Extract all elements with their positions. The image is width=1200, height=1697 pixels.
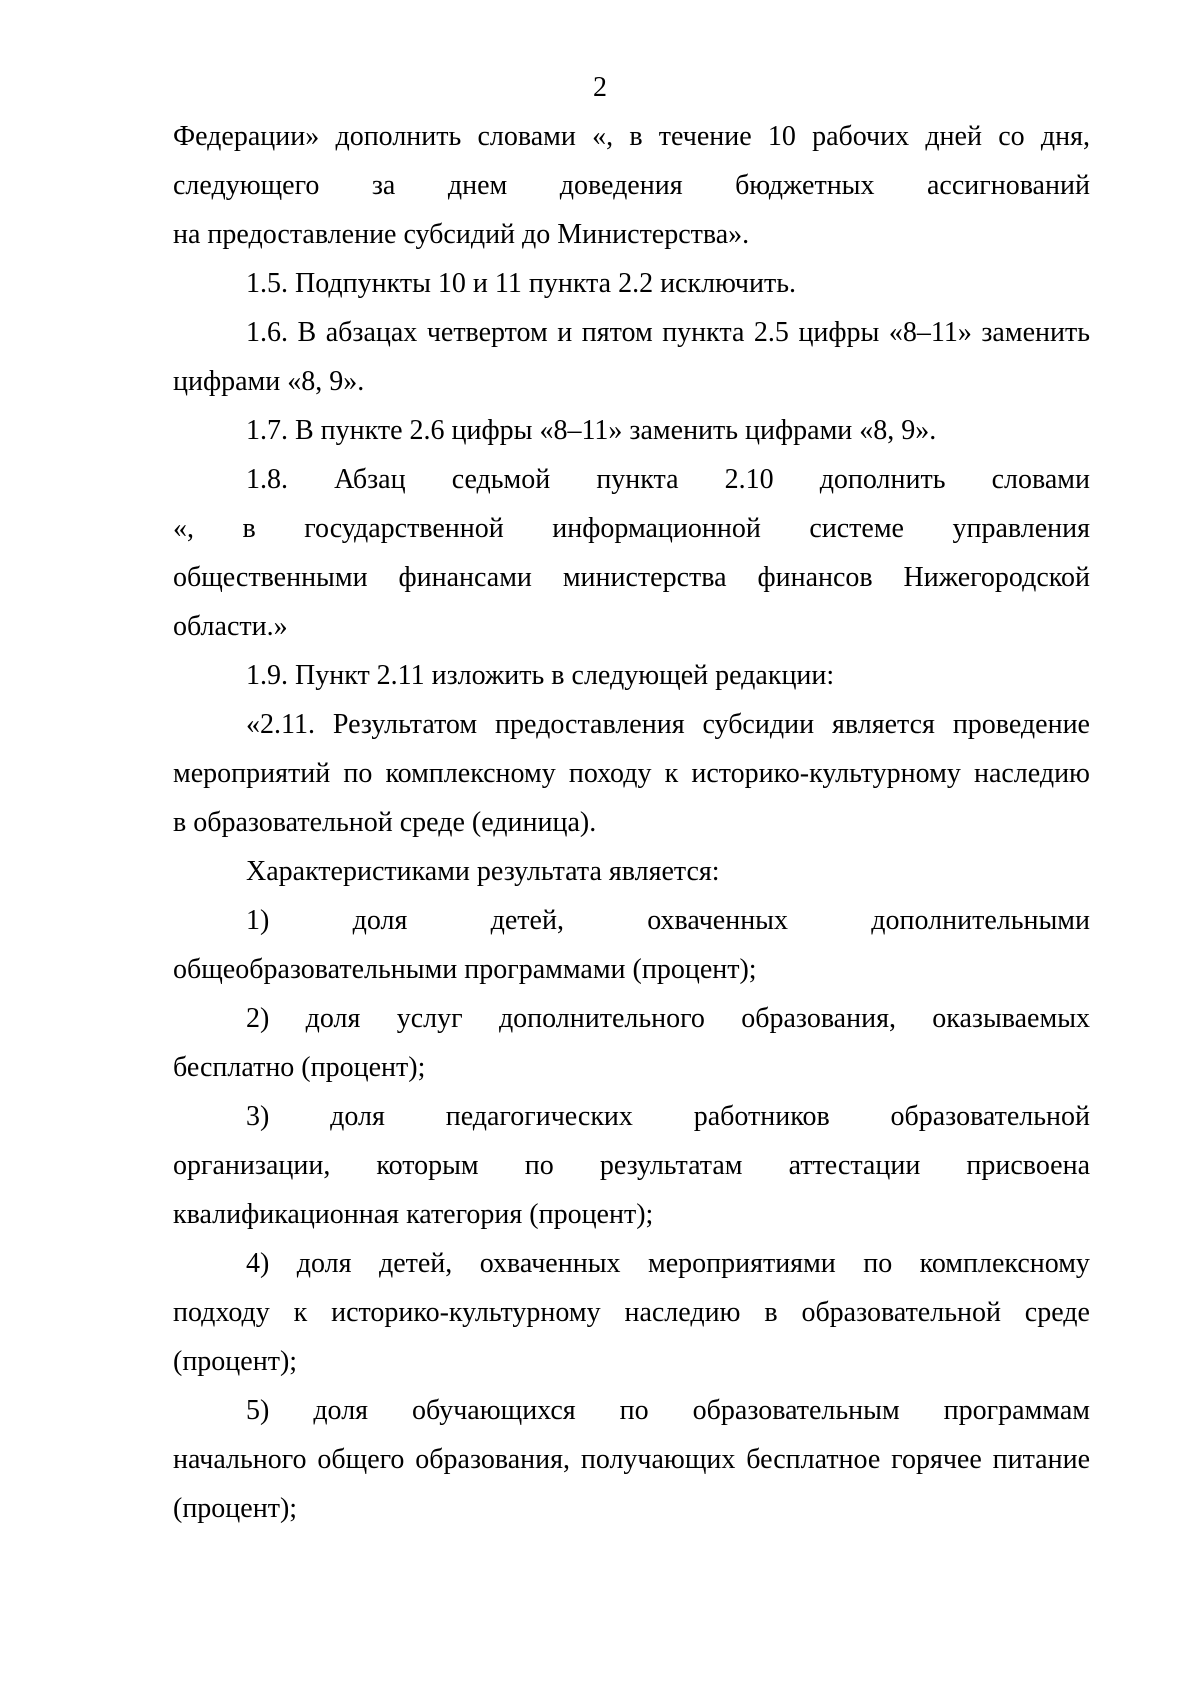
word: Абзац [334,464,406,495]
word: информационной [552,513,761,544]
word: является [831,709,935,740]
text-line: в образовательной среде (единица). [173,807,597,838]
text-line [173,308,1090,357]
word: получающих [580,1444,736,1475]
word: системе [809,513,904,544]
word: по [863,1248,893,1279]
document-body [173,112,1090,1533]
word: оказываемых [932,1003,1090,1034]
word: пятом [581,317,653,348]
word: результатам [599,1150,743,1181]
word: предоставления [495,709,685,740]
word: наследию [624,1297,741,1328]
text-line: бесплатно (процент); [173,1052,426,1083]
text-line: общеобразовательными программами (процент); [173,954,757,985]
list-item-5 [173,1386,1090,1533]
word: дополнить [819,464,946,495]
word: дополнительного [498,1003,705,1034]
word: комплексному [919,1248,1090,1279]
word: дня, [1040,121,1090,152]
word: по [343,758,373,789]
text-line: (процент); [173,1346,298,1377]
paragraph-1-7 [173,406,1090,455]
word: 10 [767,121,796,152]
word: подходу [173,1297,270,1328]
page-number: 2 [593,72,607,103]
word: финансами [398,562,532,593]
text-line: 1.9. Пункт 2.11 изложить в следующей редакции: [246,660,835,691]
word: общественными [173,562,368,593]
word: общего [317,1444,405,1475]
word: к [664,758,679,789]
word: комплексному [385,758,556,789]
word: «, [173,513,194,544]
word: доля [330,1101,385,1132]
word: дополнить [335,121,462,152]
word: субсидии [702,709,815,740]
word: наследию [973,758,1090,789]
word: 3) [246,1101,270,1132]
word: услуг [396,1003,463,1034]
word: начального [173,1444,307,1475]
word: 5) [246,1395,270,1426]
word: Нижегородской [903,562,1090,593]
word: образовательной [801,1297,1001,1328]
text-line [173,553,1090,602]
list-item-4 [173,1239,1090,1386]
word: 4) [246,1248,270,1279]
word: Федерации» [173,121,320,152]
word: течение [658,121,752,152]
word: абзацах [325,317,418,348]
text-line: области.» [173,611,288,642]
word: детей, [378,1248,453,1279]
word: среде [1024,1297,1090,1328]
text-line [173,1435,1090,1484]
word: которым [376,1150,479,1181]
text-line [173,896,1090,945]
word: доля [296,1248,352,1279]
word: мероприятиями [647,1248,836,1279]
word: горячее [891,1444,982,1475]
text-line [173,112,1090,161]
text-line: 1.7. В пункте 2.6 цифры «8–11» заменить цифрами «8, 9». [246,415,937,446]
word: финансов [757,562,873,593]
text-line [173,1386,1090,1435]
word: охваченных [479,1248,621,1279]
text-line: 1.5. Подпункты 10 и 11 пункта 2.2 исключить. [246,268,796,299]
word: «8–11» [888,317,972,348]
word: 1.8. [246,464,288,495]
word: министерства [562,562,727,593]
word: историко-культурному [691,758,961,789]
paragraph-continuation [173,112,1090,259]
word: бюджетных [735,170,875,201]
paragraph-1-5 [173,259,1090,308]
word: следующего [173,170,320,201]
text-line [173,749,1090,798]
text-line [173,994,1090,1043]
paragraph-1-6 [173,308,1090,406]
word: проведение [952,709,1090,740]
word: по [619,1395,649,1426]
text-line [173,504,1090,553]
word: рабочих [812,121,910,152]
text-line: на предоставление субсидий до Министерства». [173,219,750,250]
word: детей, [490,905,564,936]
word: управления [952,513,1090,544]
word: дополнительными [871,905,1090,936]
word: цифры [798,317,880,348]
word: словами [477,121,576,152]
paragraph-1-8 [173,455,1090,651]
word: со [998,121,1025,152]
word: Результатом [332,709,478,740]
word: историко-культурному [331,1297,601,1328]
word: пункта [596,464,679,495]
word: походу [568,758,652,789]
word: образования, [415,1444,570,1475]
word: заменить [981,317,1090,348]
text-line: Характеристиками результата является: [246,856,720,887]
word: педагогических [445,1101,633,1132]
word: в [764,1297,778,1328]
word: 2.5 [753,317,789,348]
text-line [173,161,1090,210]
word: образовательной [890,1101,1090,1132]
word: образовательным [692,1395,900,1426]
text-line [173,1288,1090,1337]
list-item-2 [173,994,1090,1092]
word: дней [925,121,982,152]
paragraph-2-11 [173,700,1090,847]
word: работников [693,1101,830,1132]
word: в [242,513,256,544]
text-line [173,700,1090,749]
word: в [629,121,643,152]
word: аттестации [788,1150,921,1181]
word: 1.6. [246,317,288,348]
word: пункта [662,317,745,348]
paragraph-characteristics [173,847,1090,896]
text-line [173,455,1090,504]
word: 1) [246,905,270,936]
word: ассигнований [926,170,1090,201]
word: днем [447,170,508,201]
word: «, [592,121,614,152]
word: к [293,1297,308,1328]
word: по [524,1150,554,1181]
word: за [371,170,396,201]
text-line: цифрами «8, 9». [173,366,365,397]
list-item-1 [173,896,1090,994]
text-line [173,1239,1090,1288]
word: присвоена [966,1150,1090,1181]
word: мероприятий [173,758,331,789]
word: седьмой [451,464,551,495]
text-line: квалификационная категория (процент); [173,1199,654,1230]
word: доля [305,1003,361,1034]
word: государственной [304,513,504,544]
word: охваченных [647,905,788,936]
word: обучающихся [412,1395,576,1426]
word: доля [352,905,408,936]
word: питание [992,1444,1090,1475]
list-item-3 [173,1092,1090,1239]
text-line: (процент); [173,1493,298,1524]
word: четвертом [426,317,548,348]
word: программам [943,1395,1090,1426]
text-line [173,1141,1090,1190]
word: доведения [559,170,683,201]
word: бесплатное [746,1444,881,1475]
paragraph-1-9 [173,651,1090,700]
word: образования, [741,1003,896,1034]
word: организации, [173,1150,331,1181]
text-line [173,1092,1090,1141]
word: доля [313,1395,369,1426]
word: «2.11. [246,709,315,740]
word: и [557,317,573,348]
word: 2) [246,1003,270,1034]
word: В [297,317,317,348]
word: 2.10 [724,464,774,495]
word: словами [991,464,1090,495]
